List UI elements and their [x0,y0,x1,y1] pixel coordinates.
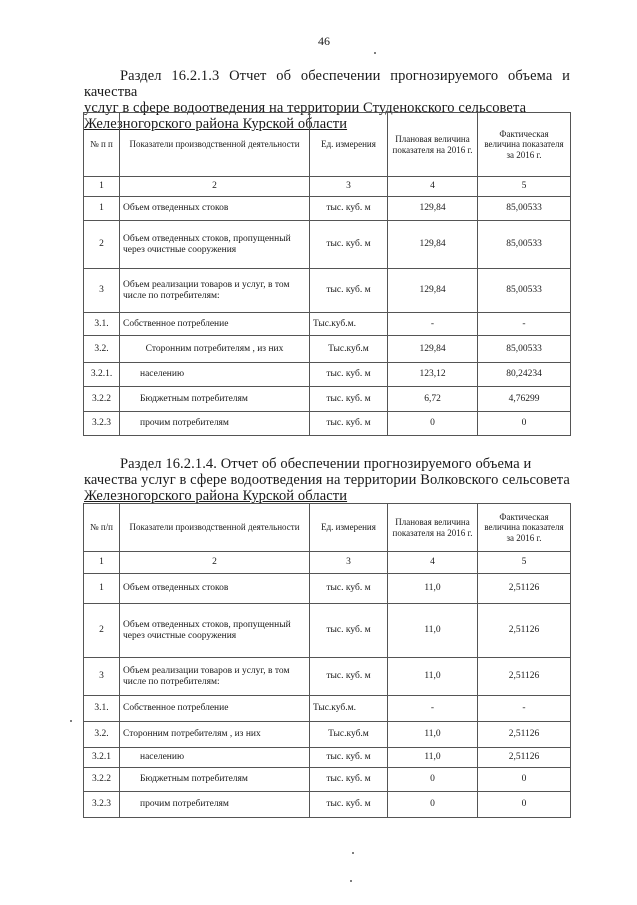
row-number: 3.2.2 [84,387,120,412]
col-number: 2 [120,177,310,197]
row-plan: 11,0 [388,658,478,696]
row-unit: тыс. куб. м [310,792,388,818]
table-row [84,269,571,313]
row-plan: - [388,313,478,336]
col-number: 1 [84,552,120,574]
row-unit: тыс. куб. м [310,748,388,768]
table-row [84,748,571,768]
section2-heading-line: качества услуг в сфере водоотведения на территории Волковского сельсовета [84,472,570,488]
row-fact: 85,00533 [478,336,571,363]
row-indicator: населению [120,363,310,387]
row-plan: 129,84 [388,197,478,221]
row-plan: 129,84 [388,269,478,313]
scan-speck [350,880,352,882]
row-indicator: Объем отведенных стоков [120,574,310,604]
row-fact: 80,24234 [478,363,571,387]
row-fact: 0 [478,768,571,792]
row-unit: тыс. куб. м [310,363,388,387]
row-indicator: Сторонним потребителям , из них [120,336,310,363]
section1-heading-line: услуг в сфере водоотведения на территории Студенокского сельсовета [84,100,527,116]
row-indicator: Бюджетным потребителям [120,768,310,792]
row-number: 3.2.3 [84,792,120,818]
row-indicator: Бюджетным потребителям [120,387,310,412]
row-number: 3.2. [84,336,120,363]
row-fact: - [478,313,571,336]
row-number: 3.1. [84,313,120,336]
row-number: 1 [84,574,120,604]
row-fact: 2,51126 [478,722,571,748]
table-row [84,197,571,221]
row-unit: тыс. куб. м [310,658,388,696]
table-row [84,604,571,658]
col-number: 5 [478,552,571,574]
row-plan: 11,0 [388,604,478,658]
table-row [84,313,571,336]
row-fact: 85,00533 [478,269,571,313]
col-number: 2 [120,552,310,574]
col-number: 5 [478,177,571,197]
table-row [84,696,571,722]
row-plan: 129,84 [388,221,478,269]
col-header-unit: Ед. измерения [310,113,388,177]
row-unit: тыс. куб. м [310,412,388,436]
row-fact: 0 [478,792,571,818]
col-header-number: № п/п [84,504,120,552]
row-indicator: Собственное потребление [120,313,310,336]
row-unit: Тыс.куб.м [310,722,388,748]
scan-speck [352,852,354,854]
row-unit: тыс. куб. м [310,604,388,658]
table-row [84,722,571,748]
col-header-plan: Плановая величина показателя на 2016 г. [388,113,478,177]
section2-table [83,503,571,818]
section1-heading-line: Раздел 16.2.1.3 Отчет об обеспечении прогнозируемого объема и качества [84,68,570,100]
table-header-row [84,504,571,552]
table-header-row [84,113,571,177]
row-fact: 2,51126 [478,574,571,604]
row-number: 3.2.1. [84,363,120,387]
row-unit: тыс. куб. м [310,574,388,604]
row-fact: 85,00533 [478,197,571,221]
table-row [84,363,571,387]
col-header-fact: Фактическая величина показателя за 2016 г. [478,504,571,552]
row-plan: 11,0 [388,722,478,748]
col-header-fact: Фактическая величина показателя за 2016 г. [478,113,571,177]
col-number: 4 [388,552,478,574]
table-numbering-row [84,177,571,197]
row-plan: 0 [388,768,478,792]
scan-speck [374,52,376,54]
section1-heading-line: Железногорского района Курской области [84,116,348,132]
row-number: 3.2. [84,722,120,748]
col-header-indicator: Показатели производственной деятельности [120,504,310,552]
row-number: 2 [84,604,120,658]
table-row [84,574,571,604]
row-unit: Тыс.куб.м. [310,696,388,722]
row-indicator: Объем отведенных стоков, пропущенный через очистные сооружения [120,221,310,269]
row-plan: 129,84 [388,336,478,363]
row-plan: 123,12 [388,363,478,387]
row-plan: - [388,696,478,722]
row-plan: 11,0 [388,748,478,768]
scan-speck [70,720,72,722]
row-fact: 4,76299 [478,387,571,412]
row-number: 2 [84,221,120,269]
col-number: 4 [388,177,478,197]
row-plan: 0 [388,412,478,436]
row-fact: 0 [478,412,571,436]
table-row [84,412,571,436]
col-header-indicator: Показатели производственной деятельности [120,113,310,177]
row-unit: тыс. куб. м [310,221,388,269]
row-number: 3.2.1 [84,748,120,768]
table-row [84,387,571,412]
row-indicator: Объем реализации товаров и услуг, в том числе по потребителям: [120,269,310,313]
row-number: 1 [84,197,120,221]
row-indicator: Объем реализации товаров и услуг, в том числе по потребителям: [120,658,310,696]
row-fact: - [478,696,571,722]
row-fact: 2,51126 [478,748,571,768]
row-number: 3.2.2 [84,768,120,792]
row-number: 3.1. [84,696,120,722]
section2-heading [84,456,570,504]
table-row [84,792,571,818]
col-header-plan: Плановая величина показателя на 2016 г. [388,504,478,552]
col-number: 3 [310,177,388,197]
col-header-number: № п п [84,113,120,177]
row-fact: 2,51126 [478,658,571,696]
row-unit: тыс. куб. м [310,197,388,221]
section1-table [83,112,571,436]
row-indicator: населению [120,748,310,768]
col-number: 3 [310,552,388,574]
row-number: 3 [84,269,120,313]
col-number: 1 [84,177,120,197]
table-row [84,768,571,792]
row-indicator: прочим потребителям [120,412,310,436]
row-plan: 11,0 [388,574,478,604]
row-unit: тыс. куб. м [310,387,388,412]
section2-heading-line: Раздел 16.2.1.4. Отчет об обеспечении прогнозируемого объема и [120,456,532,472]
table-row [84,221,571,269]
table-numbering-row [84,552,571,574]
row-unit: Тыс.куб.м. [310,313,388,336]
row-fact: 85,00533 [478,221,571,269]
row-number: 3.2.3 [84,412,120,436]
table-row [84,336,571,363]
row-plan: 6,72 [388,387,478,412]
col-header-unit: Ед. измерения [310,504,388,552]
row-unit: Тыс.куб.м [310,336,388,363]
row-unit: тыс. куб. м [310,269,388,313]
row-indicator: прочим потребителям [120,792,310,818]
row-number: 3 [84,658,120,696]
row-indicator: Объем отведенных стоков [120,197,310,221]
row-indicator: Собственное потребление [120,696,310,722]
row-indicator: Сторонним потребителям , из них [120,722,310,748]
row-unit: тыс. куб. м [310,768,388,792]
row-fact: 2,51126 [478,604,571,658]
row-plan: 0 [388,792,478,818]
section2-heading-line: Железногорского района Курской области [84,488,348,504]
row-indicator: Объем отведенных стоков, пропущенный через очистные сооружения [120,604,310,658]
page-number: 46 [318,34,330,48]
table-row [84,658,571,696]
